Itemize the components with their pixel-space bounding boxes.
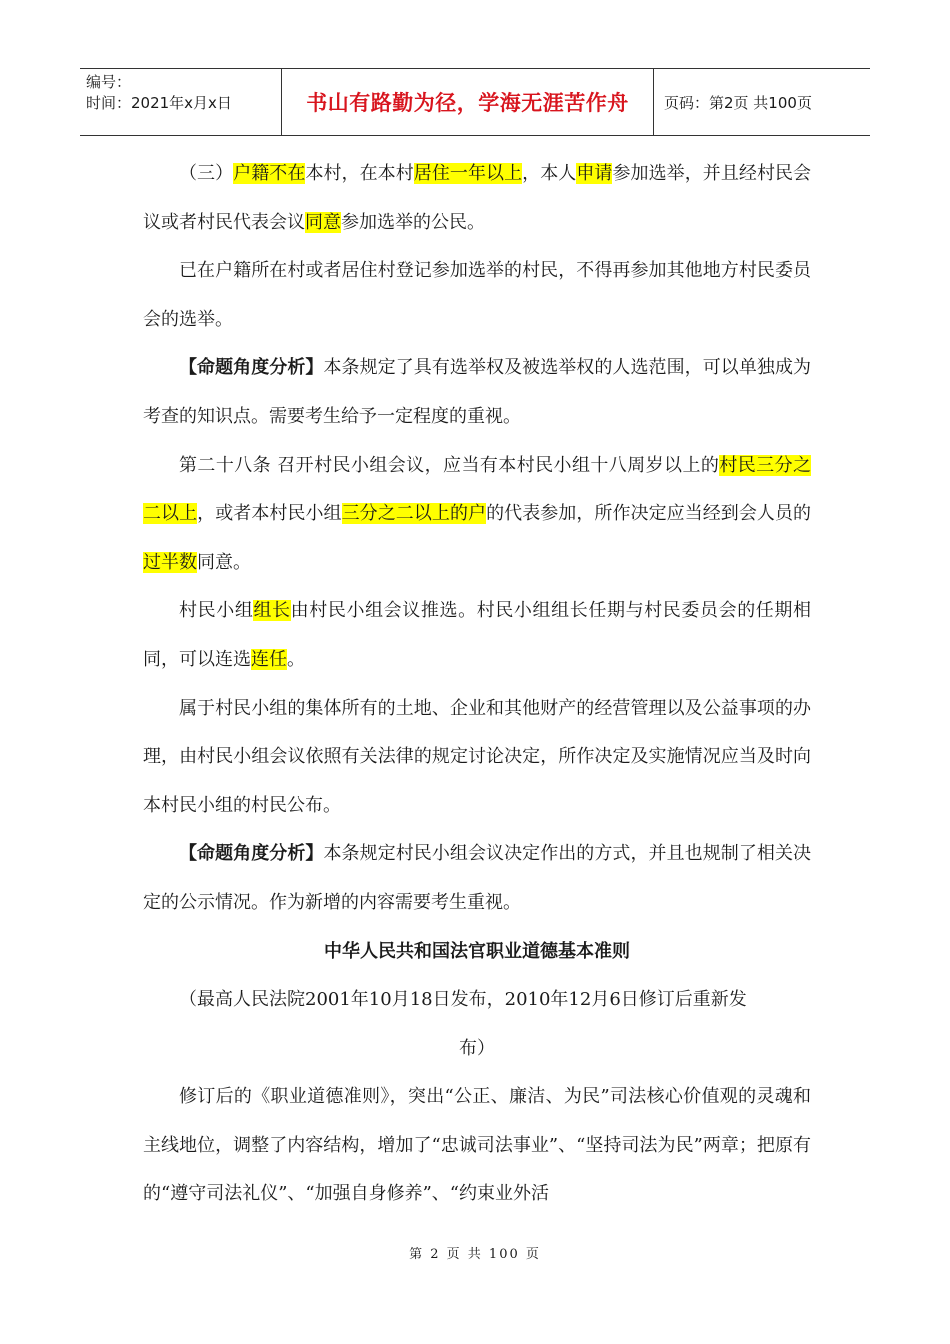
highlight: 户籍不在: [233, 163, 306, 184]
paragraph-article-28: 第二十八条 召开村民小组会议，应当有本村民小组十八周岁以上的村民三分之二以上，或者本村民小组三分之二以上的户的代表参加，所作决定应当经到会人员的过半数同意。: [143, 454, 812, 573]
document-body: [143, 150, 811, 1219]
header-number-label: 编号：: [86, 73, 132, 91]
highlight: 居住一年以上: [413, 163, 523, 184]
analysis-label: 【命题角度分析】: [179, 357, 324, 379]
section-title: 中华人民共和国法官职业道德基本准则: [324, 940, 630, 962]
highlight: 过半数: [143, 551, 197, 573]
highlight: 申请: [576, 163, 613, 184]
paragraph-1: （三）户籍不在本村，在本村居住一年以上，本人申请参加选举，并且经村民会议或者村民代表会议同意参加选举的公民。: [143, 163, 812, 233]
paragraph-analysis-1: 【命题角度分析】本条规定了具有选举权及被选举权的人选范围，可以单独成为考查的知识点。需要考生给予一定程度的重视。: [143, 357, 812, 427]
highlight: 村民三分之二以上: [143, 454, 812, 525]
highlight: 三分之二以上的户: [341, 503, 487, 525]
paragraph-revision: 修订后的《职业道德准则》，突出“公正、廉洁、为民”司法核心价值观的灵魂和主线地位，调整了内容结构，增加了“忠诚司法事业”、“坚持司法为民”两章；把原有的“遵守司法礼仪”、“加强自身修养”、“约束业外活: [143, 1086, 811, 1205]
highlight: 同意: [305, 211, 341, 233]
analysis-label: 【命题角度分析】: [179, 843, 324, 865]
header-motto: 书山有路勤为径，学海无涯苦作舟: [282, 69, 654, 135]
header-meta: [80, 69, 282, 135]
header-page-info: 页码：第2页 共100页: [664, 93, 812, 112]
highlight: 组长: [253, 600, 291, 622]
header-table: [80, 68, 870, 136]
header-time-label: 时间：2021年x月x日: [86, 94, 232, 112]
page-footer: 第 2 页 共 100 页: [409, 1247, 541, 1262]
subtitle-line-1: （最高人民法院2001年10月18日发布，2010年12月6日修订后重新发: [179, 989, 747, 1011]
paragraph-2: 已在户籍所在村或者居住村登记参加选举的村民，不得再参加其他地方村民委员会的选举。: [143, 260, 811, 330]
paragraph-analysis-2: 【命题角度分析】本条规定村民小组会议决定作出的方式，并且也规制了相关决定的公示情况。作为新增的内容需要考生重视。: [143, 843, 812, 913]
paragraph-collective-property: 属于村民小组的集体所有的土地、企业和其他财产的经营管理以及公益事项的办理，由村民小组会议依照有关法律的规定讨论决定，所作决定及实施情况应当及时向本村民小组的村民公布。: [143, 697, 811, 816]
highlight: 连任: [251, 648, 287, 670]
paragraph-group-leader: 村民小组组长由村民小组会议推选。村民小组组长任期与村民委员会的任期相同，可以连选连任。: [143, 600, 812, 670]
subtitle-line-2: 布）: [459, 1037, 495, 1059]
